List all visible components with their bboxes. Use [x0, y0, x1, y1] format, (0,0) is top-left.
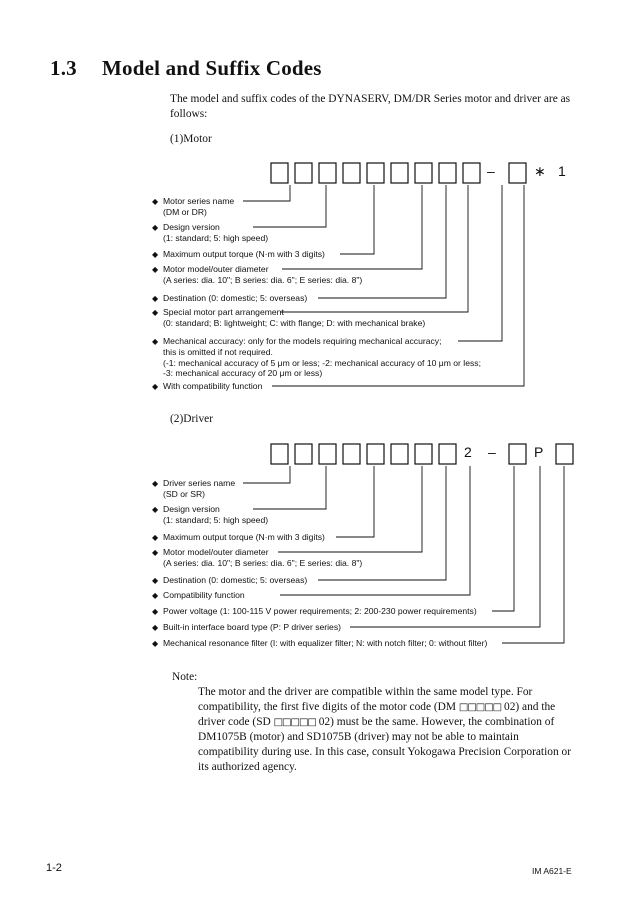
driver-dash: – [488, 444, 496, 460]
driver-item-voltage: ◆ Power voltage (1: 100-115 V power requirements; 2: 200-230 power requirements) [152, 606, 477, 616]
note-label: Note: [172, 671, 198, 683]
driver-code-boxes [271, 444, 573, 464]
motor-item-series: ◆ Motor series name (DM or DR) [152, 196, 235, 218]
driver-voltage-digit: 2 [464, 444, 472, 460]
motor-item-accuracy: ◆ Mechanical accuracy: only for the models requiring mechanical accuracy; this is omitted if not required. (-1: mechanical accuracy of 5 μm or less; -2: mechanical accuracy of 10 μm or less; -3: mechanical accuracy of 20 μm or less) [152, 336, 481, 379]
page-number: 1-2 [46, 862, 62, 874]
motor-subtitle: (1)Motor [170, 133, 212, 145]
compatibility-note [172, 670, 572, 775]
driver-code-squares: □□□□□ [273, 717, 316, 728]
motor-code-squares: □□□□□ [458, 702, 502, 713]
code-box [367, 444, 384, 464]
code-box [295, 444, 312, 464]
driver-item-interface: ◆ Built-in interface board type (P: P driver series) [152, 622, 341, 632]
code-box [509, 444, 526, 464]
driver-item-series: ◆ Driver series name (SD or SR) [152, 478, 236, 500]
code-box [319, 444, 336, 464]
code-box [271, 444, 288, 464]
driver-p-letter: P [534, 444, 544, 460]
driver-item-model: ◆ Motor model/outer diameter (A series: dia. 10"; B series: dia. 6"; E series: dia. 8") [152, 547, 363, 569]
code-box [556, 444, 573, 464]
motor-item-design: ◆ Design version (1: standard; 5: high speed) [152, 222, 269, 244]
section-title: Model and Suffix Codes [102, 56, 322, 80]
code-box [343, 444, 360, 464]
driver-item-design: ◆ Design version (1: standard; 5: high speed) [152, 504, 269, 526]
section-number: 1.3 [50, 56, 77, 80]
note-body: The motor and the driver are compatible within the same model type. For compatibility, the first five digits of the motor code (DM □□□□□ 02) and the driver code (SD □□□□□ 02) must be the same. However, the combination of DM1075B (motor) and SD1075B (driver) may not be able to maintain compatibility during use. In this case, consult Yokogawa Precision Corporation or its authorized agency. [198, 686, 571, 773]
motor-item-torque: ◆ Maximum output torque (N·m with 3 digits) [152, 249, 325, 259]
intro-paragraph: The model and suffix codes of the DYNASERV, DM/DR Series motor and driver are as follows: [170, 93, 571, 120]
driver-item-destination: ◆ Destination (0: domestic; 5: overseas) [152, 575, 308, 585]
driver-item-filter: ◆ Mechanical resonance filter (I: with equalizer filter; N: with notch filter; 0: without filter) [152, 638, 488, 648]
motor-dash: – [487, 163, 495, 179]
driver-subtitle: (2)Driver [170, 413, 214, 425]
code-box [391, 444, 408, 464]
motor-star: ∗ [534, 163, 546, 179]
driver-item-torque: ◆ Maximum output torque (N·m with 3 digits) [152, 532, 325, 542]
motor-item-compat: ◆ With compatibility function [152, 381, 263, 391]
document-id: IM A621-E [532, 866, 572, 876]
code-box [415, 444, 432, 464]
motor-suffix: 1 [558, 163, 566, 179]
driver-item-compat: ◆ Compatibility function [152, 590, 245, 600]
motor-item-destination: ◆ Destination (0: domestic; 5: overseas) [152, 293, 308, 303]
code-box [439, 444, 456, 464]
motor-item-special: ◆ Special motor part arrangement (0: standard; B: lightweight; C: with flange; D: with mechanical brake) [152, 307, 426, 329]
motor-item-model: ◆ Motor model/outer diameter (A series: dia. 10"; B series: dia. 6"; E series: dia. 8") [152, 264, 363, 286]
